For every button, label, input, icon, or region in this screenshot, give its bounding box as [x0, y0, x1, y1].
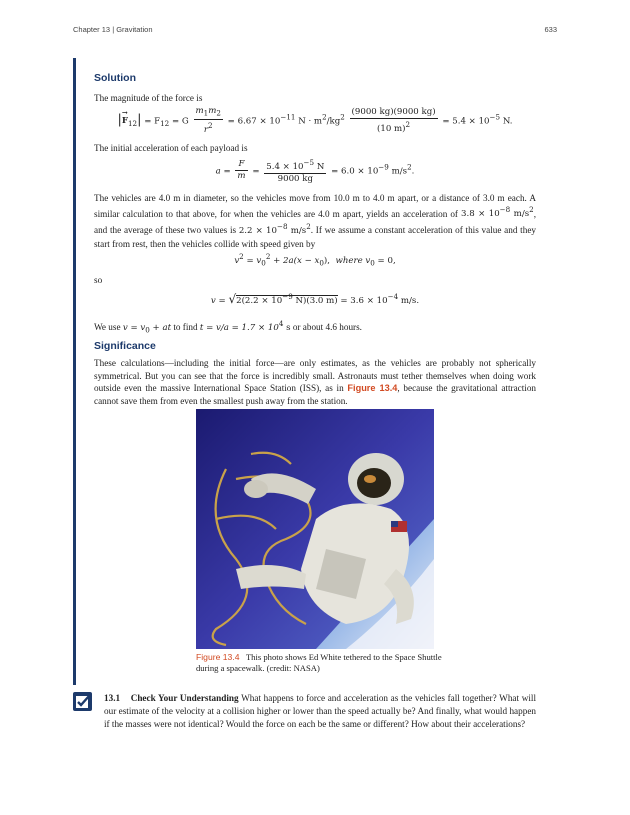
- chapter-header: Chapter 13 | Gravitation: [73, 25, 153, 34]
- spacewalk-photo: [196, 409, 434, 649]
- figure-caption: Figure 13.4 This photo shows Ed White tethered to the Space Shuttle during a spacewalk. (credit: NASA): [196, 652, 442, 673]
- collision-speed-equation: $v = √2(2.2 \times 10^{-9}$ N)(3.0 $m) = 3.6 \times 10^{-4}$ m/s.: [210, 292, 420, 306]
- check-understanding: 13.1 Check Your Understanding What happens to force and acceleration as the vehicles fall together? What will our estimate of the velocity at a collision higher or lower than the speed actually be? And finally, what would happen if the masses were not identical? Would the force on each be the same or different? How about their accelerations?: [104, 693, 537, 729]
- example-side-bar: [73, 58, 76, 685]
- force-vector: F: [121, 116, 128, 127]
- figure-13-4-link[interactable]: Figure 13.4: [347, 383, 398, 394]
- velocity-kinematics-equation: $v^2 = v_0^2 + 2a(x - x_0)$, where $v_0 = 0$,: [234, 252, 396, 268]
- solution-paragraph-2: The initial acceleration of each payload is: [94, 143, 248, 153]
- so-label: so: [94, 275, 103, 285]
- solution-heading: Solution: [94, 72, 136, 84]
- acceleration-equation: a = $\frac{F}{m}$ = $\frac{5.4 \times 10^{-5} N}{9000 kg}$ = $6.0 \times 10^{-9}$ $m/s^2$.: [215, 158, 415, 184]
- solution-paragraph-4: We use $v = v_0$ + at to find $t = v/a = 1.7 \times 10^4$ s or about 4.6 hours.: [94, 319, 362, 335]
- page-number: 633: [544, 25, 557, 34]
- check-understanding-icon: [73, 692, 92, 711]
- figure-label: Figure 13.4: [196, 652, 240, 662]
- significance-heading: Significance: [94, 340, 156, 352]
- force-equation: |F → $_{12}| = F_{12} = G$ $\frac{m_1m_2}{r^2}$ = $6.67 \times 10^{-11}$ $N \cdot m^2/kg^2$ $\frac{(9000 kg)(9000 kg)}{(10 m)^2}$ = $5.4 \times 10^{-5}$ N.: [117, 106, 513, 135]
- solution-paragraph-1: The magnitude of the force is: [94, 93, 203, 103]
- solution-paragraph-3: The vehicles are 4.0 m in diameter, so the vehicles move from 10.0 m to 4.0 m apart, or a distance of 3.0 m each. A similar calculation to that above, for when the vehicles are 4.0 m apart, yields an acceleration of $3.8 \times 10^{-8}$ $m/s^2$, and the average of these two values is $2.2 \times 10^{-8}$ $m/s^2$. If we assume a constant acceleration of this value and they start from rest, then the vehicles collide with speed given by: [94, 193, 536, 249]
- significance-paragraph: These calculations—including the initial force—are only estimates, as the vehicles are probably not spherically symmetrical. But you can see that the force is incredibly small. Astronauts must tether themselves when doing work outside even the massive International Space Station (ISS), as in Figure 13.4, because the gravitational attraction cannot save them from even the smallest push away from the station.: [94, 358, 537, 406]
